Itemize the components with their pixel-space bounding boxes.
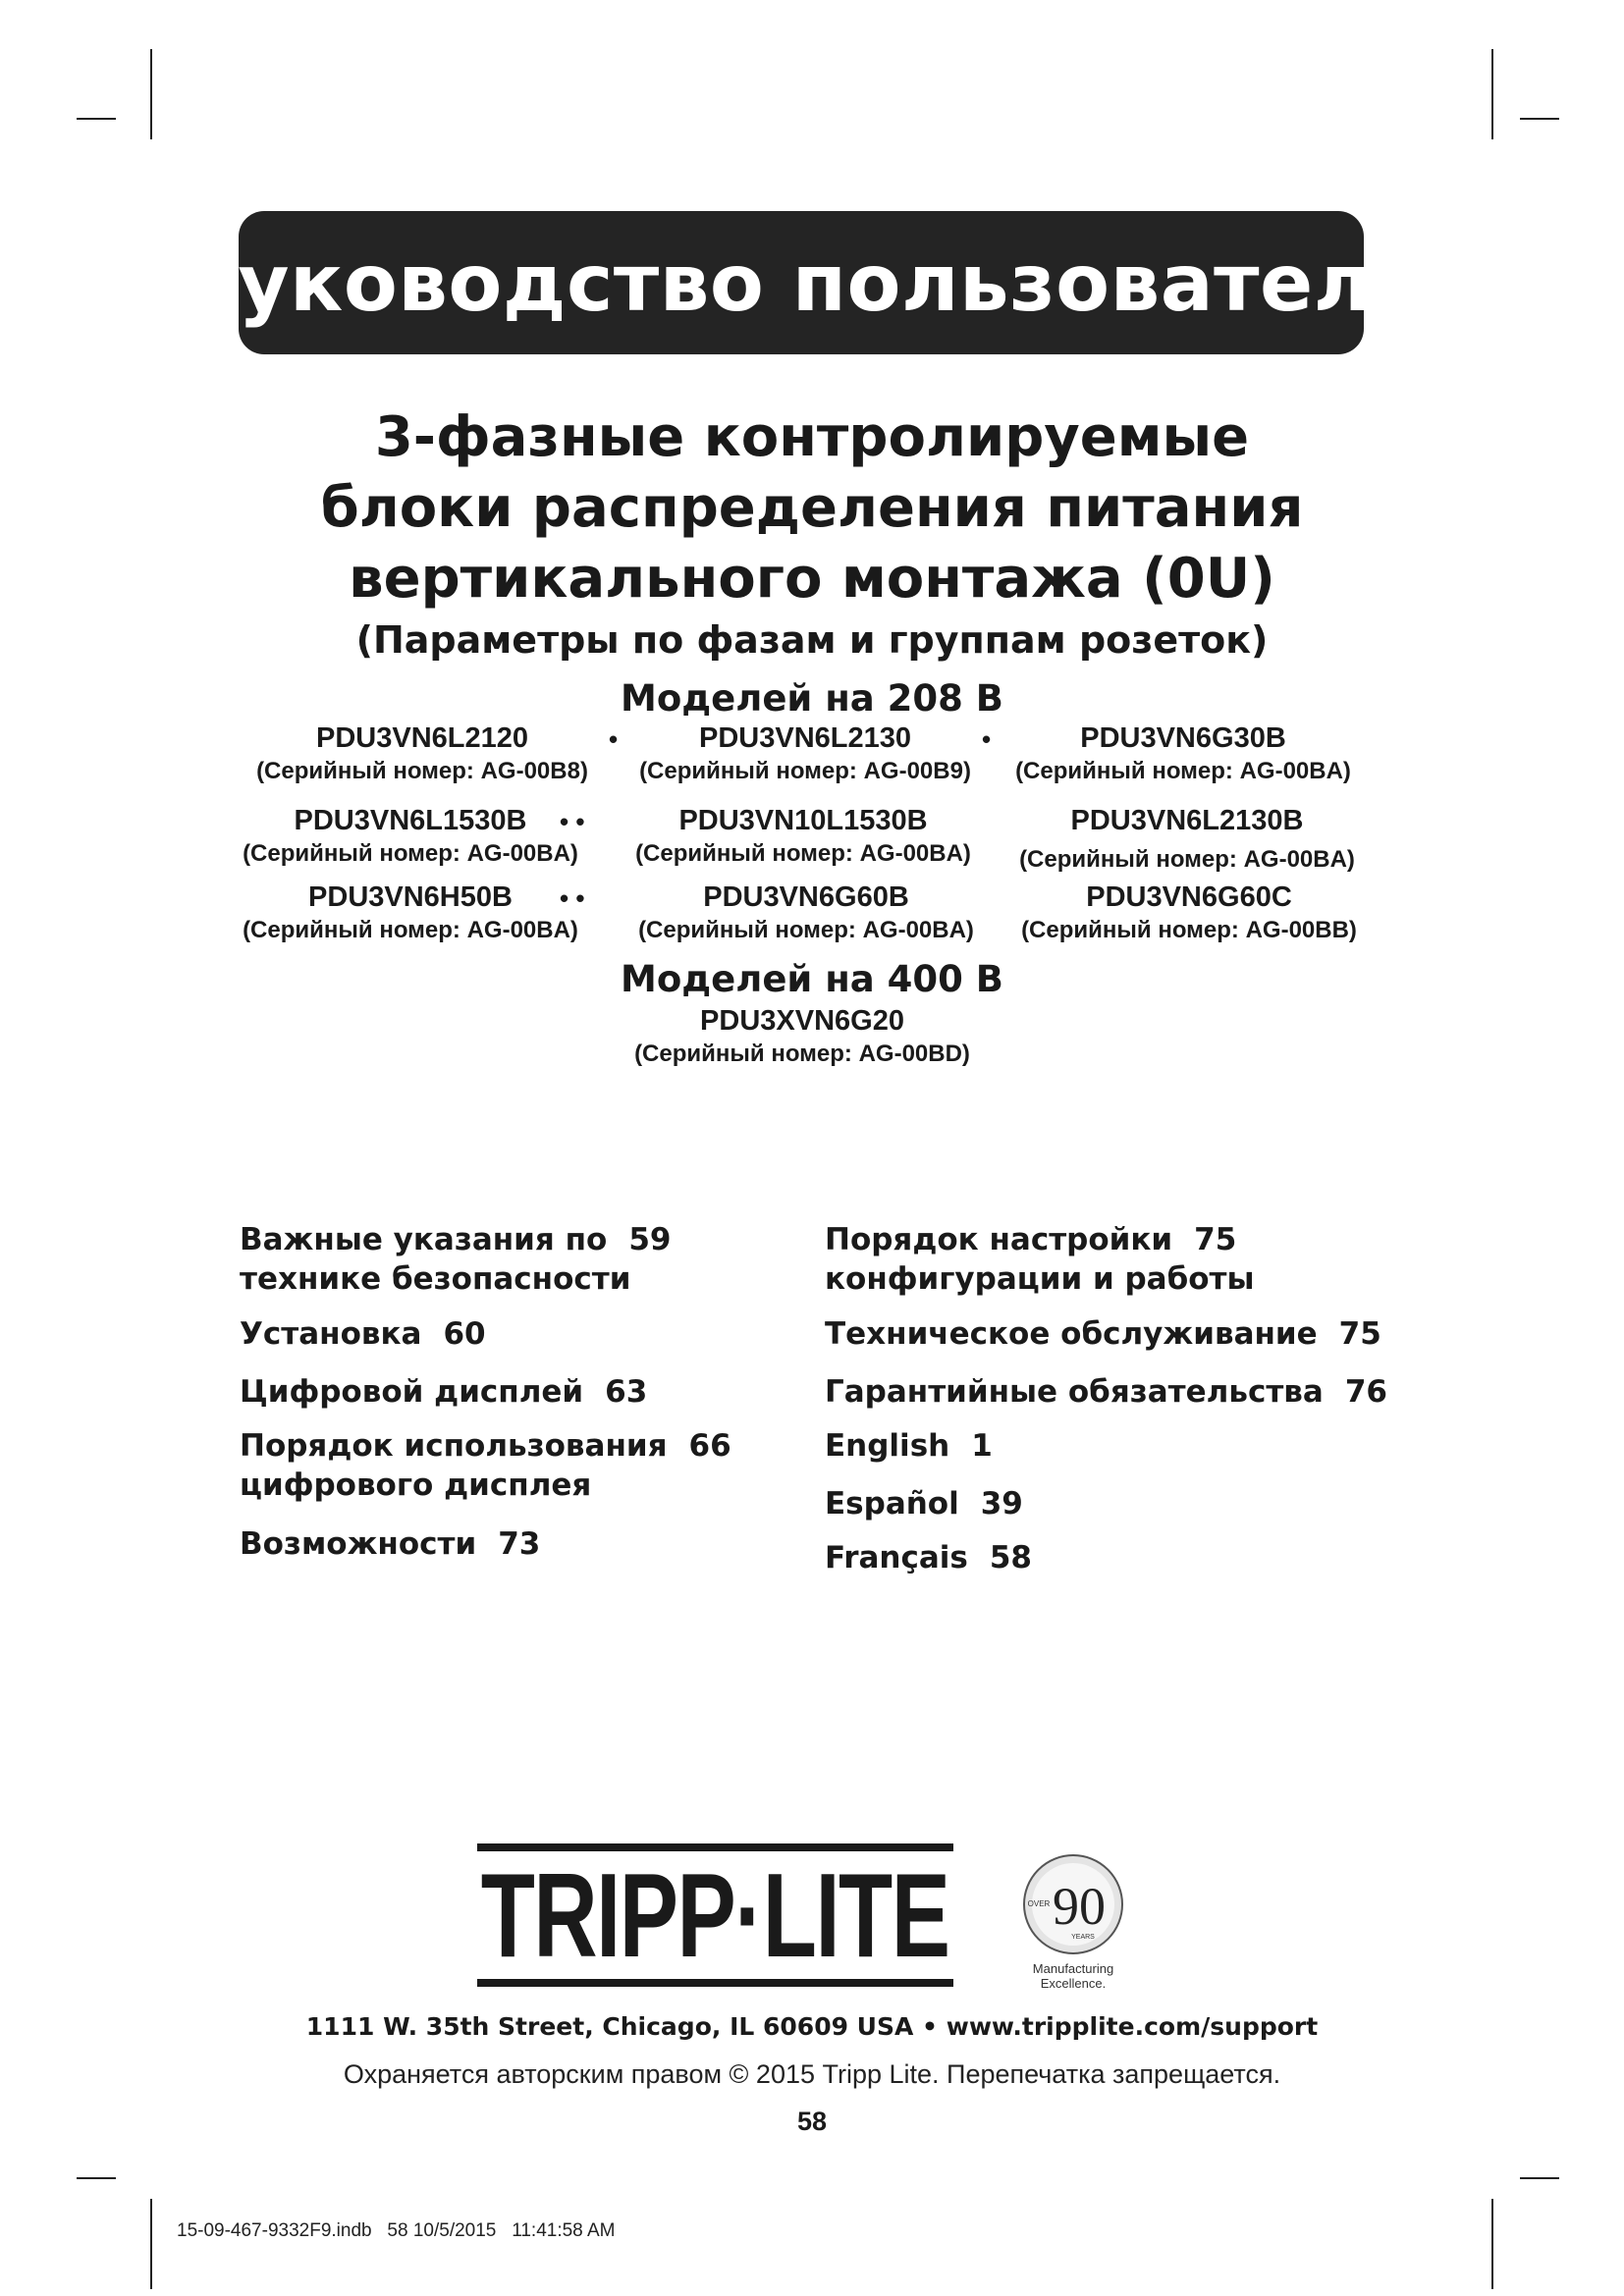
seal-tagline-1: Manufacturing: [1032, 1961, 1114, 1976]
subtitle-parameters: (Параметры по фазам и группам розеток): [355, 618, 1269, 662]
model-pdu3vn10l1530b: PDU3VN10L1530B (Серийный номер: AG-00BA): [635, 805, 971, 867]
toc-page-number: 39: [980, 1486, 1023, 1522]
toc-item-features[interactable]: Возможности 73: [240, 1526, 541, 1562]
model-separator: •: [609, 724, 619, 754]
seal-number: 90: [1053, 1877, 1106, 1936]
toc-item-installation[interactable]: Установка 60: [240, 1316, 486, 1352]
toc-item-configuration[interactable]: Порядок настройки 75 конфигурации и работы: [825, 1222, 1255, 1297]
crop-mark-bottom-left-horizontal: [77, 2177, 116, 2179]
toc-item-display-usage[interactable]: Порядок использования 66 цифрового дисплея: [240, 1428, 731, 1503]
model-separator: • •: [560, 807, 585, 836]
page-title: Руководство пользователя: [180, 237, 1423, 329]
company-address: 1111 W. 35th Street, Chicago, IL 60609 USA • www.tripplite.com/support: [305, 2012, 1319, 2041]
model-pdu3vn6l2130b: PDU3VN6L2130B (Серийный номер: AG-00BA): [1019, 805, 1355, 873]
model-pdu3vn6l1530b: PDU3VN6L1530B (Серийный номер: AG-00BA): [243, 805, 578, 867]
toc-item-warranty[interactable]: Гарантийные обязательства 76: [825, 1374, 1387, 1410]
seal-years: YEARS: [1071, 1934, 1095, 1941]
toc-item-francais[interactable]: Français 58: [825, 1540, 1032, 1575]
crop-mark-bottom-right-vertical: [1491, 2199, 1493, 2289]
page-number: 58: [796, 2107, 828, 2136]
toc-page-number: 73: [498, 1526, 541, 1562]
logo-wordmark: TRIPP·LITE: [481, 1848, 949, 1982]
toc-page-number: 75: [1194, 1222, 1237, 1257]
model-pdu3vn6g60b: PDU3VN6G60B (Серийный номер: AG-00BA): [638, 881, 974, 943]
product-subtitle: [0, 402, 1624, 666]
toc-page-number: 66: [688, 1428, 731, 1464]
crop-mark-top-right-horizontal: [1520, 118, 1559, 120]
model-separator: •: [982, 724, 992, 754]
models-208-heading: Моделей на 208 В: [621, 677, 1003, 720]
crop-mark-top-right-vertical: [1491, 49, 1493, 139]
seal-over: OVER: [1027, 1899, 1051, 1908]
subtitle-line-2: блоки распределения питания: [320, 476, 1304, 540]
toc-item-maintenance[interactable]: Техническое обслуживание 75: [825, 1316, 1381, 1352]
model-pdu3xvn6g20: PDU3XVN6G20 (Серийный номер: AG-00BD): [634, 1005, 970, 1067]
toc-item-digital-display[interactable]: Цифровой дисплей 63: [240, 1374, 648, 1410]
crop-mark-top-left-vertical: [150, 49, 152, 139]
model-pdu3vn6g30b: PDU3VN6G30B (Серийный номер: AG-00BA): [1015, 722, 1351, 784]
toc-page-number: 60: [443, 1316, 486, 1352]
toc-page-number: 58: [989, 1540, 1032, 1575]
crop-mark-bottom-left-vertical: [150, 2199, 152, 2289]
ninety-years-seal-icon: [1014, 1845, 1132, 2002]
title-banner: [180, 211, 1423, 354]
model-pdu3vn6l2120: PDU3VN6L2120 (Серийный номер: AG-00B8): [256, 722, 588, 784]
toc-item-english[interactable]: English 1: [825, 1428, 993, 1464]
subtitle-line-3: вертикального монтажа (0U): [349, 547, 1275, 611]
toc-item-safety[interactable]: Важные указания по 59 технике безопасности: [240, 1222, 672, 1297]
toc-page-number: 1: [971, 1428, 993, 1464]
model-separator: • •: [560, 883, 585, 913]
toc-page-number: 76: [1344, 1374, 1387, 1410]
models-400-heading: Моделей на 400 В: [621, 958, 1003, 1000]
model-pdu3vn6g60c: PDU3VN6G60C (Серийный номер: AG-00BB): [1021, 881, 1357, 943]
subtitle-line-1: 3-фазные контролируемые: [374, 405, 1250, 469]
model-pdu3vn6h50b: PDU3VN6H50B (Серийный номер: AG-00BA): [243, 881, 578, 943]
crop-mark-bottom-right-horizontal: [1520, 2177, 1559, 2179]
tripp-lite-logo: [477, 1843, 953, 1987]
model-pdu3vn6l2130: PDU3VN6L2130 (Серийный номер: AG-00B9): [639, 722, 971, 784]
crop-mark-top-left-horizontal: [77, 118, 116, 120]
copyright-notice: Охраняется авторским правом © 2015 Tripp Lite. Перепечатка запрещается.: [343, 2059, 1281, 2089]
toc-item-espanol[interactable]: Español 39: [825, 1486, 1023, 1522]
print-slug: 15-09-467-9332F9.indb 58 10/5/2015 11:41:58 AM: [177, 2220, 616, 2241]
toc-page-number: 63: [605, 1374, 648, 1410]
toc-page-number: 75: [1338, 1316, 1381, 1352]
toc-page-number: 59: [628, 1222, 672, 1257]
seal-tagline-2: Excellence.: [1040, 1976, 1107, 1991]
